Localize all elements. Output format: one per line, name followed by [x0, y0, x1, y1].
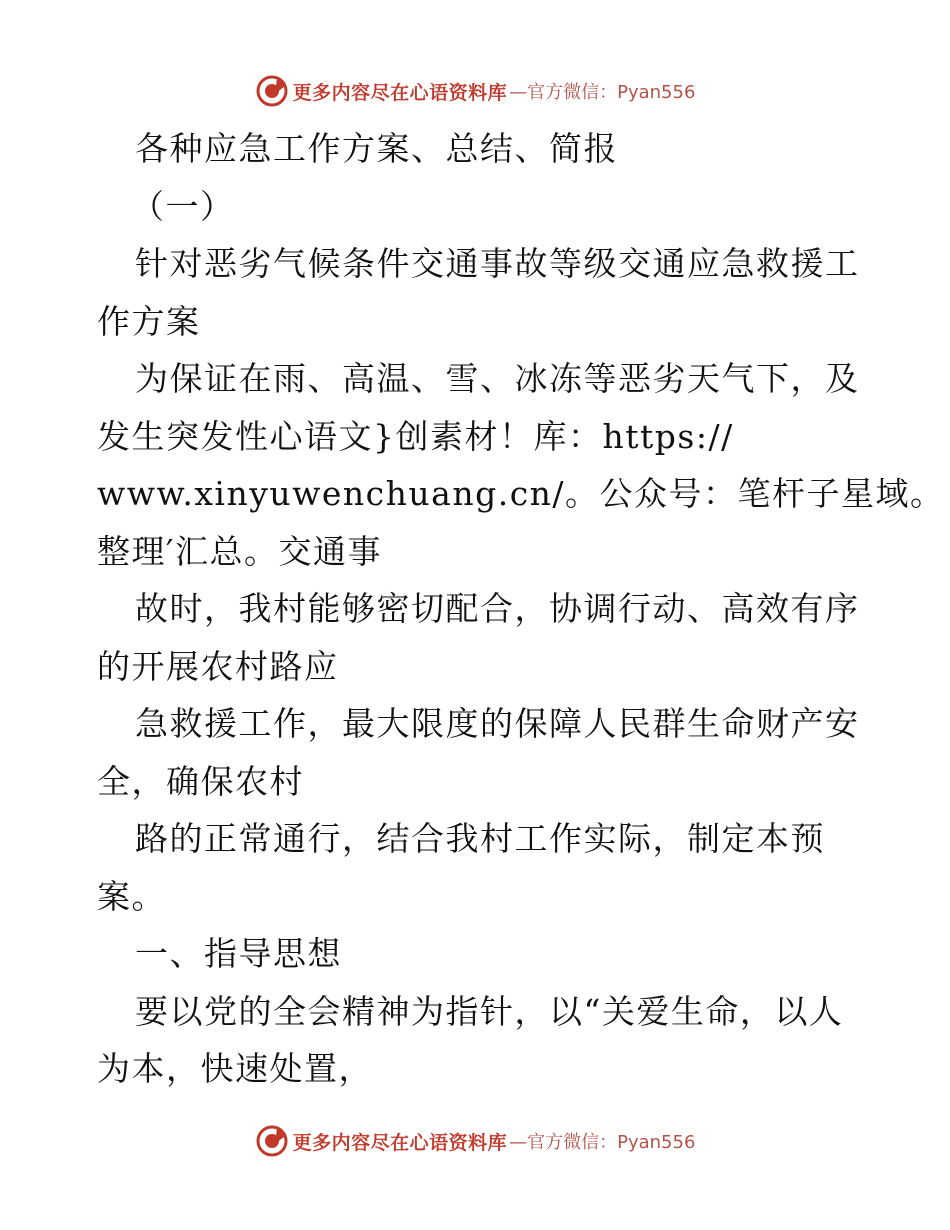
footer-banner — [0, 1121, 950, 1161]
paragraph-line: 急救援工作，最大限度的保障人民群生命财产安 — [135, 704, 860, 743]
paragraph-line: 故时，我村能够密切配合，协调行动、高效有序 — [135, 589, 860, 628]
paragraph-line: 作方案 — [97, 301, 201, 341]
paragraph-line: 整理′汇总。交通事 — [97, 531, 382, 571]
banner-wechat: —官方微信：Pyan556 — [509, 82, 696, 103]
paragraph-line: 案。 — [97, 876, 166, 916]
banner-title: 更多内容尽在心语资料库 — [292, 81, 508, 104]
banner-title: 更多内容尽在心语资料库 — [292, 1131, 508, 1154]
paragraph-line: 全，确保农村 — [97, 761, 304, 801]
section-number: （一） — [131, 186, 235, 226]
document-body — [97, 120, 945, 1098]
paragraph-line: www.xinyuwenchuang.cn/。公众号：笔杆子星域。 — [97, 474, 945, 513]
logo-icon — [255, 1124, 289, 1158]
banner-wechat: —官方微信：Pyan556 — [509, 1132, 696, 1153]
paragraph-line: 为本，快速处置， — [97, 1049, 373, 1088]
section-heading: 一、指导思想 — [135, 934, 342, 973]
document-title: 各种应急工作方案、总结、简报 — [135, 129, 618, 168]
paragraph-line: 针对恶劣气候条件交通事故等级交通应急救援工 — [135, 244, 860, 283]
paragraph-line: 要以党的全会精神为指针，以“关爱生命，以人 — [135, 991, 844, 1031]
paragraph-line: 路的正常通行，结合我村工作实际，制定本预 — [135, 819, 825, 858]
paragraph-line: 的开展农村路应 — [97, 646, 339, 686]
logo-icon — [255, 74, 289, 108]
paragraph-line: 为保证在雨、高温、雪、冰冻等恶劣天气下，及 — [135, 359, 860, 398]
header-banner — [0, 71, 950, 111]
paragraph-line: 发生突发性心语文}创素材！库：https:// — [97, 416, 734, 456]
